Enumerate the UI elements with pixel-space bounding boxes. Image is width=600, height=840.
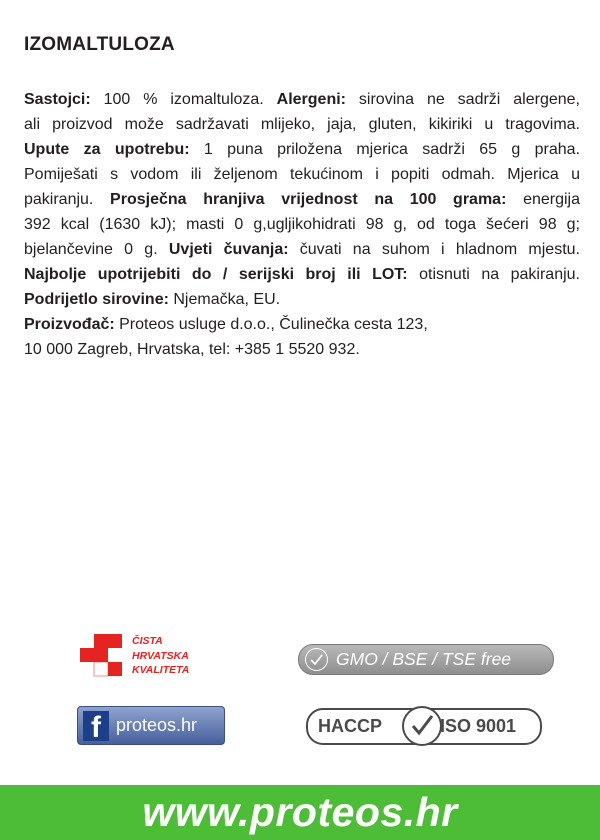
text-line	[24, 112, 580, 137]
bold-label: Najbolje upotrijebiti do / serijski broj ili LOT:	[24, 266, 408, 283]
text-line	[24, 287, 580, 312]
text-line	[24, 87, 580, 112]
text-span: sirovina ne sadrži alergene,	[346, 91, 580, 108]
footer-bar	[0, 785, 600, 840]
bold-label: Sastojci:	[24, 91, 91, 108]
text-line	[24, 137, 580, 162]
text-span: ali proizvod može sadržavati mlijeko, jaja, gluten, kikiriki u tragovima.	[24, 116, 580, 133]
iso-label: ISO 9001	[440, 716, 517, 736]
facebook-link[interactable]	[77, 706, 225, 745]
bold-label: Podrijetlo sirovine:	[24, 291, 169, 308]
gmo-badge-text: GMO / BSE / TSE free	[336, 649, 512, 669]
text-line	[24, 262, 580, 287]
text-span: otisnuti na pakiranju.	[407, 266, 580, 283]
text-span: Pomiješati s vodom ili željenom tekućinom i popiti odmah. Mjerica u	[24, 166, 580, 183]
hrv-logo-line1: ČISTA	[132, 635, 163, 647]
text-span: 10 000 Zagreb, Hrvatska, tel: +385 1 5520 932.	[24, 341, 360, 358]
bold-label: Upute za upotrebu:	[24, 141, 190, 158]
text-span: bjelančevine 0 g.	[24, 241, 169, 258]
text-line	[24, 212, 580, 237]
text-line	[24, 187, 580, 212]
text-span: 1 puna priložena mjerica sadrži 65 g praha.	[189, 141, 580, 158]
facebook-link-label: proteos.hr	[116, 715, 198, 735]
bold-label: Uvjeti čuvanja:	[168, 241, 289, 258]
hrv-logo-line3: KVALITETA	[132, 664, 190, 676]
bold-label: Prosječna hranjiva vrijednost na 100 grama:	[110, 191, 507, 208]
page-title: IZOMALTULOZA	[24, 34, 175, 55]
text-span: čuvati na suhom i hladnom mjestu.	[288, 241, 580, 258]
checkered-squares-icon	[80, 634, 126, 680]
text-line	[24, 312, 580, 337]
haccp-iso-badge	[306, 708, 542, 745]
text-line	[24, 237, 580, 262]
text-span: Proteos usluge d.o.o., Čulinečka cesta 123,	[114, 316, 428, 333]
check-circle-icon	[305, 648, 328, 671]
website-url[interactable]: www.proteos.hr	[142, 789, 458, 835]
bold-label: Alergeni:	[276, 91, 346, 108]
product-description	[24, 87, 580, 362]
gmo-free-badge	[298, 644, 554, 675]
text-line	[24, 337, 580, 362]
text-line	[24, 162, 580, 187]
text-span: 392 kcal (1630 kJ); masti 0 g,ugljikohidrati 98 g, od toga šećeri 98 g;	[24, 216, 580, 233]
check-circle-icon	[402, 706, 442, 746]
cista-hrvatska-kvaliteta-logo	[80, 634, 220, 684]
text-span: energija	[506, 191, 580, 208]
haccp-label: HACCP	[318, 716, 383, 736]
text-span: Njemačka, EU.	[168, 291, 281, 308]
bold-label: Proizvođač:	[24, 316, 115, 333]
text-span: pakiranju.	[24, 191, 111, 208]
hrv-logo-line2: HRVATSKA	[132, 649, 189, 662]
facebook-icon: f	[83, 711, 109, 741]
text-span: 100 % izomaltuloza.	[90, 91, 277, 108]
